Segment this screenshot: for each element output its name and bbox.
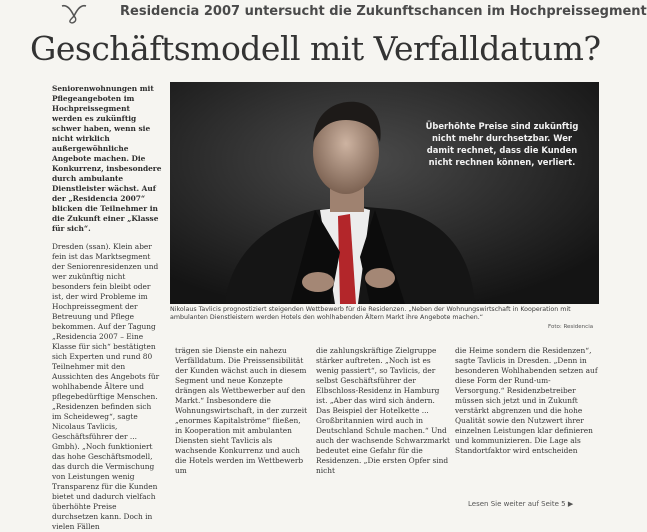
article-column-4 (455, 346, 598, 486)
article-column-3 (316, 346, 451, 486)
photo-caption: Nikolaus Tavlicis prognostiziert steigenden Wettbewerb für die Residenzen. „Neben der Wohnungswirtschaft in Kooperation mit ambulanten Dienstleistern werden Hotels den wohlhabenden Ältern Markt ihre Angebote machen.“ (170, 306, 571, 321)
article-lead: Seniorenwohnungen mit Pflegeangeboten im Hochpreissegment werden es zukünftig schwer haben, wenn sie nicht wirklich außergewöhnliche Angebote machen. Die Konkurrenz, insbesondere durch ambulante Dienstleister wächst. Auf der „Residencia 2007“ blicken die Teilnehmer in die Zukunft einer „Klasse für sich“. (52, 84, 162, 233)
article-body-4: die Heime sondern die Residenzen“, sagte Tavlicis in Dresden. „Denn in besonderen Wohlhabenden setzen auf diese Form der Rund-um-Versorgung.“ Residenzbetreiber müssen sich jetzt und in Zukunft verstärkt abgrenzen und die hohe Qualität sowie den Nutzwert ihrer einzelnen Leistungen klar definieren und kommunizieren. Die Lage als Standortfaktor wird entscheiden (455, 346, 598, 455)
kicker: Residencia 2007 untersucht die Zukunftschancen im Hochpreissegment (120, 4, 647, 19)
article-photo (170, 82, 599, 304)
article-column-2 (175, 346, 309, 486)
headline: Geschäftsmodell mit Verfalldatum? (30, 29, 601, 68)
photo-credit: Foto: Residencia (548, 324, 594, 330)
publication-logo-icon (58, 2, 90, 24)
pull-quote: Überhöhte Preise sind zukünftig nicht mehr durchsetzbar. Wer damit rechnet, dass die Kunden nicht rechnen können, verliert. (425, 121, 579, 167)
speaker-photo-illustration (170, 82, 599, 304)
article-column-1 (52, 84, 162, 531)
continued-on-page-link[interactable]: Lesen Sie weiter auf Seite 5 ▶ (468, 500, 574, 508)
article-body-3: die zahlungskräftige Zielgruppe stärker auftreten. „Noch ist es wenig passiert“, so Tavlicis, der selbst Geschäftsführer der Elbschloss-Residenz in Hamburg ist. „Aber das wird sich ändern. Das Beispiel der Hotelkette ... Großbritannien wird auch in Deutschland Schule machen.“ Und auch der wachsende Schwarzmarkt bedeutet eine Gefahr für die Residenzen. „Die ersten Opfer sind nicht (316, 346, 450, 475)
article-body-2: trägen sie Dienste ein nahezu Verfälldatum. Die Preissensibilität der Kunden wächst auch in diesem Segment und neue Konzepte drängen als Wettbewerber auf den Markt.“ Insbesondere die Wohnungswirtschaft, in der zurzeit „enormes Kapitalströme“ fließen, in Kooperation mit ambulanten Diensten sieht Tavlicis als wachsende Konkurrenz und auch die Hotels werden im Wettbewerb um (175, 346, 308, 475)
article-body-1: Dresden (ssan). Klein aber fein ist das Marktsegment der Seniorenresidenzen und wer zukünftig nicht besonders fein bleibt oder ist, der wird Probleme im Hochpreissegment der Betreuung und Pflege bekommen. Auf der Tagung „Residencia 2007 – Eine Klasse für sich“ bestätigten sich Experten und rund 80 Teilnehmer mit den Aussichten des Angebots für wohlhabende Ältere und pflegebedürftige Menschen. „Residenzen befinden sich im Scheideweg“, sagte Nicolaus Tavlicis, Geschäftsführer der ... Gmbh). „Noch funktioniert das hohe Geschäftsmodell, das durch die Vermischung von Leistungen wenig Transparenz für die Kunden bietet und dadurch vielfach überhöhte Preise durchsetzen kann. Doch in vielen Fällen (52, 242, 160, 531)
